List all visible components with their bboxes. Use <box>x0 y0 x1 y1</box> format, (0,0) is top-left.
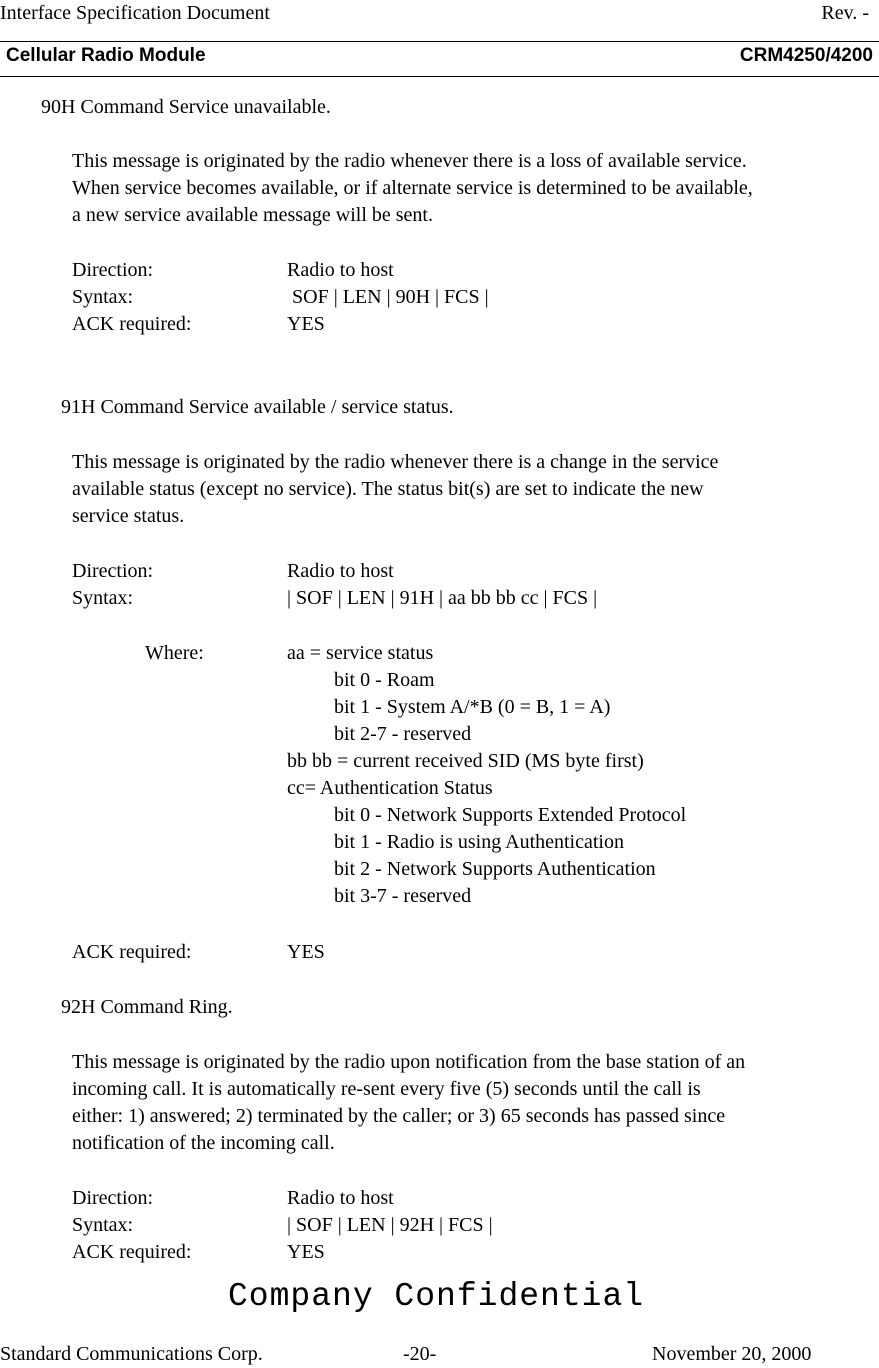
bit-item: bit 0 - Roam <box>334 669 435 691</box>
aa-definition: aa = service status <box>287 642 434 664</box>
body-line: a new service available message will be sent. <box>72 204 433 226</box>
direction-value: Radio to host <box>287 259 394 281</box>
where-label: Where: <box>145 642 204 664</box>
bit-item: bit 2-7 - reserved <box>334 723 472 745</box>
body-line: service status. <box>72 505 185 527</box>
section-91h-body <box>72 449 718 530</box>
bit-item: bit 1 - Radio is using Authentication <box>334 831 624 853</box>
body-line: This message is originated by the radio whenever there is a change in the service <box>72 451 719 473</box>
bit-item: bit 0 - Network Supports Extended Protocol <box>334 804 687 826</box>
syntax-label: Syntax: <box>72 286 134 308</box>
ack-label: ACK required: <box>72 313 192 335</box>
direction-label: Direction: <box>72 560 154 582</box>
direction-value: Radio to host <box>287 560 394 582</box>
header-doc-type: Interface Specification Document <box>0 2 270 24</box>
header-rule-bottom <box>0 76 879 77</box>
header-rev: Rev. - <box>821 2 869 24</box>
body-line: When service becomes available, or if alternate service is determined to be available, <box>72 177 753 199</box>
header-model: CRM4250/4200 <box>739 45 873 66</box>
body-line: either: 1) answered; 2) terminated by the caller; or 3) 65 seconds has passed since <box>72 1105 726 1127</box>
section-92h-body <box>72 1049 745 1157</box>
section-90h-title: 90H Command Service unavailable. <box>41 96 331 118</box>
confidential-banner: Company Confidential <box>228 1278 645 1315</box>
direction-label: Direction: <box>72 1187 154 1209</box>
syntax-label: Syntax: <box>72 1214 134 1236</box>
syntax-value: SOF | LEN | 90H | FCS | <box>287 286 489 308</box>
header-module: Cellular Radio Module <box>6 45 206 66</box>
body-line: incoming call. It is automatically re-sent every five (5) seconds until the call is <box>72 1078 701 1100</box>
bb-definition: bb bb = current received SID (MS byte first) <box>287 750 644 772</box>
direction-value: Radio to host <box>287 1187 394 1209</box>
ack-value: YES <box>287 941 325 963</box>
footer-page-number: -20- <box>403 1343 437 1365</box>
bit-item: bit 3-7 - reserved <box>334 885 472 907</box>
body-line: This message is originated by the radio upon notification from the base station of an <box>72 1051 746 1073</box>
section-92h-title: 92H Command Ring. <box>61 996 233 1018</box>
bit-item: bit 1 - System A/*B (0 = B, 1 = A) <box>334 696 611 718</box>
cc-definition: cc= Authentication Status <box>287 777 493 799</box>
aa-bit-list <box>334 667 610 748</box>
syntax-value: | SOF | LEN | 92H | FCS | <box>287 1214 493 1236</box>
syntax-label: Syntax: <box>72 587 134 609</box>
direction-label: Direction: <box>72 259 154 281</box>
ack-label: ACK required: <box>72 941 192 963</box>
body-line: This message is originated by the radio whenever there is a loss of available service. <box>72 150 747 172</box>
header-rule-top <box>0 41 879 42</box>
cc-bit-list <box>334 802 686 910</box>
body-line: available status (except no service). The status bit(s) are set to indicate the new <box>72 478 704 500</box>
bit-item: bit 2 - Network Supports Authentication <box>334 858 656 880</box>
syntax-value: | SOF | LEN | 91H | aa bb bb cc | FCS | <box>287 587 598 609</box>
ack-label: ACK required: <box>72 1241 192 1263</box>
ack-value: YES <box>287 1241 325 1263</box>
section-90h-body <box>72 148 753 229</box>
footer-company: Standard Communications Corp. <box>0 1343 263 1365</box>
section-91h-title: 91H Command Service available / service status. <box>61 396 454 418</box>
footer-date: November 20, 2000 <box>652 1343 812 1365</box>
ack-value: YES <box>287 313 325 335</box>
body-line: notification of the incoming call. <box>72 1132 335 1154</box>
